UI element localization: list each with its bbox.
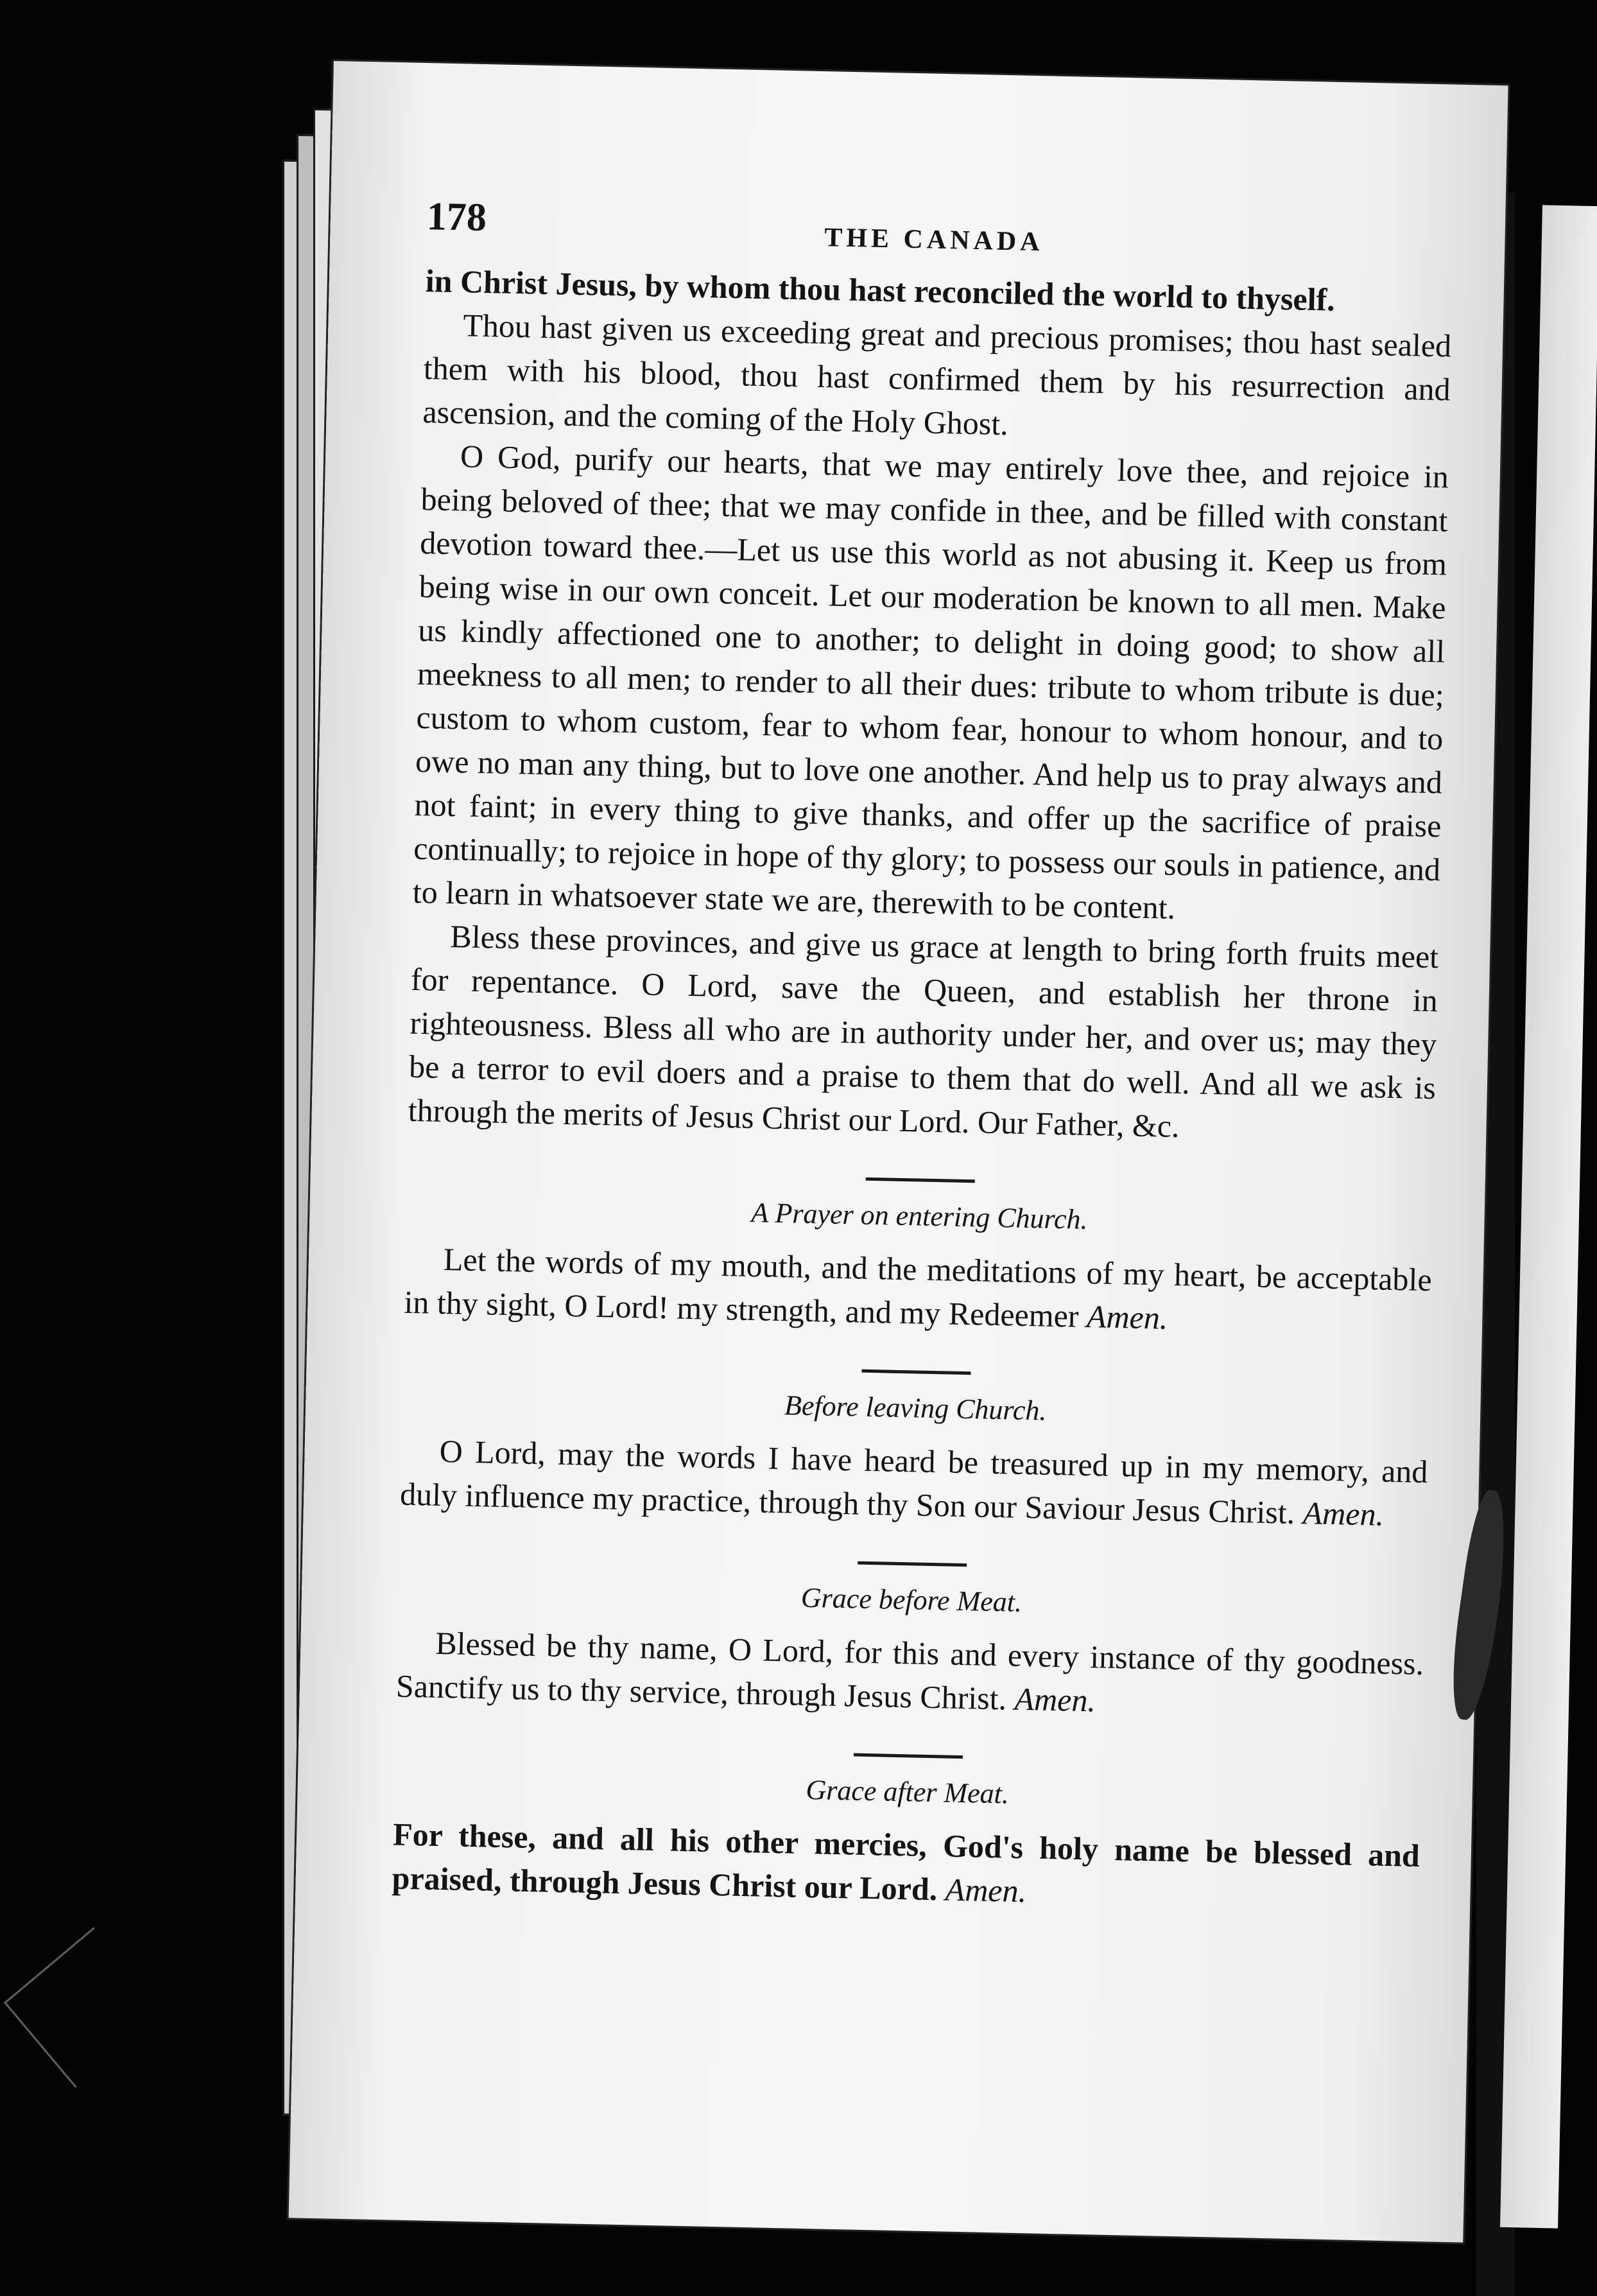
page-number: 178: [426, 195, 487, 240]
section-text: For these, and all his other mercies, God's holy name be blessed and praised, through Jesus Christ our Lord.: [392, 1816, 1420, 1908]
section-heading: Grace before Meat.: [800, 1581, 1023, 1618]
section-divider: [854, 1753, 963, 1759]
running-head: THE CANADA: [824, 223, 1044, 257]
section-body: [404, 1237, 1432, 1345]
prayer-paragraph: Bless these provinces, and give us grace at length to bring forth fruits meet for repentance. O Lord, save the Queen, and establish her throne in righteousness. Bless all who are in authority under her, and over us; may they be a terror to evil doers and a praise to them that do well. And all we ask is through the merits of Jesus Christ our Lord. Our Father, &c.: [408, 918, 1439, 1144]
amen-text: Amen.: [1014, 1680, 1096, 1719]
amen-text: Amen.: [945, 1871, 1027, 1909]
section-body: [392, 1813, 1420, 1921]
section-body: [395, 1621, 1424, 1729]
section-divider: [861, 1370, 971, 1375]
section-text: Let the words of my mouth, and the meditations of my heart, be acceptable in thy sight, O Lord! my strength, and my Redeemer: [403, 1240, 1433, 1334]
book-page: [289, 61, 1508, 2243]
page-text: [392, 195, 1454, 1921]
prayer-paragraph: in Christ Jesus, by whom thou hast reconciled the world to thyself.: [425, 263, 1336, 318]
section-heading: Before leaving Church.: [784, 1389, 1047, 1427]
section-heading: Grace after Meat.: [806, 1773, 1010, 1810]
section-divider: [858, 1561, 967, 1567]
section-body: [400, 1429, 1428, 1537]
amen-text: Amen.: [1302, 1495, 1385, 1533]
section-text: O Lord, may the words I have heard be treasured up in my memory, and duly influence my practice, through thy Son our Saviour Jesus Christ.: [399, 1432, 1428, 1531]
section-divider: [866, 1178, 975, 1183]
prayer-paragraph: O God, purify our hearts, that we may entirely love thee, and rejoice in being beloved of thee; that we may confide in thee, and be filled with constant devotion toward thee.—Let us use this world as not abusing it. Keep us from being wise in our own conceit. Let our moderation be known to all men. Make us kindly affectioned one to another; to delight in doing good; to show all meekness to all men; to render to all their dues: tribute to whom tribute is due; custom to whom custom, fear to whom fear, honour to whom honour, and to owe no man any thing, but to love one another. And help us to pray always and not faint; in every thing to give thanks, and offer up the sacrifice of praise continually; to rejoice in hope of thy glory; to possess our souls in patience, and to learn in whatsoever state we are, therewith to be content.: [412, 438, 1449, 926]
folded-corner: [4, 1927, 165, 2087]
section-text: Blessed be thy name, O Lord, for this and every instance of thy goodness. Sanctify us to thy service, through Jesus Christ.: [395, 1624, 1424, 1717]
amen-text: Amen.: [1086, 1298, 1168, 1336]
section-heading: A Prayer on entering Church.: [750, 1197, 1089, 1235]
prayer-paragraph: Thou hast given us exceeding great and precious promises; thou hast sealed them with his blood, thou hast confirmed them by his resurrection and ascension, and the coming of the Holy Ghost.: [422, 307, 1452, 442]
